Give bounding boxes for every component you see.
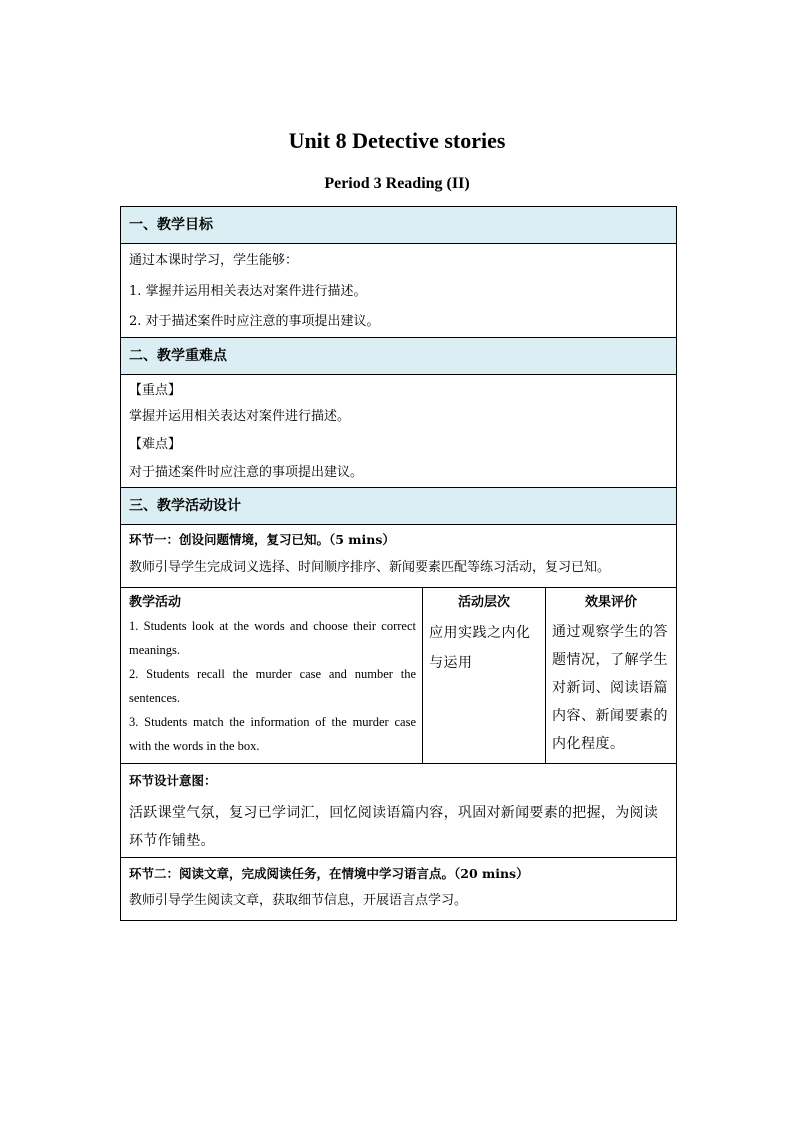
section3-heading: 三、教学活动设计 xyxy=(121,488,676,525)
key-text: 掌握并运用相关表达对案件进行描述。 xyxy=(129,409,351,424)
intent-label: 环节设计意图： xyxy=(129,773,217,788)
evaluation-column xyxy=(546,588,676,763)
level-header: 活动层次 xyxy=(457,595,510,610)
activity-level: 应用实践之内化与运用 xyxy=(429,625,531,671)
document-subtitle: Period 3 Reading (II) xyxy=(324,175,470,192)
stage1-cell xyxy=(121,525,676,588)
stage2-title: 环节二：阅读文章，完成阅读任务，在情境中学习语言点。（20 mins） xyxy=(129,866,529,881)
stage1-intent-cell xyxy=(121,764,676,858)
intent-text: 活跃课堂气氛，复习已学词汇，回忆阅读语篇内容，巩固对新闻要素的把握，为阅读环节作铺垫。 xyxy=(129,805,659,849)
evaluation-text: 通过观察学生的答题情况，了解学生对新词、阅读语篇内容、新闻要素的内化程度。 xyxy=(552,624,668,752)
section1-heading: 一、教学目标 xyxy=(121,207,676,244)
objectives-intro: 通过本课时学习，学生能够： xyxy=(129,253,299,268)
objectives-cell xyxy=(121,244,676,338)
level-column xyxy=(423,588,546,763)
activity-item: 1. Students look at the words and choose their correct meanings. xyxy=(129,619,416,657)
section2-heading: 二、教学重难点 xyxy=(121,338,676,375)
activities-column xyxy=(121,588,423,763)
objective-item: 1. 掌握并运用相关表达对案件进行描述。 xyxy=(129,284,367,299)
stage1-description: 教师引导学生完成词义选择、时间顺序排序、新闻要素匹配等练习活动，复习已知。 xyxy=(129,560,611,575)
evaluation-header: 效果评价 xyxy=(584,595,637,610)
stage2-cell xyxy=(121,858,676,920)
lesson-plan-table xyxy=(120,206,677,921)
stage2-description: 教师引导学生阅读文章，获取细节信息，开展语言点学习。 xyxy=(129,893,468,908)
activity-item: 2. Students recall the murder case and number the sentences. xyxy=(129,667,416,705)
activity-grid xyxy=(121,588,676,764)
activity-item: 3. Students match the information of the murder case with the words in the box. xyxy=(129,715,416,753)
stage1-title: 环节一：创设问题情境，复习已知。（5 mins） xyxy=(129,532,395,547)
key-points-cell xyxy=(121,375,676,488)
key-label: 【重点】 xyxy=(129,383,182,398)
objective-item: 2. 对于描述案件时应注意的事项提出建议。 xyxy=(129,314,380,329)
activities-header: 教学活动 xyxy=(129,595,182,610)
document-title: Unit 8 Detective stories xyxy=(288,128,506,153)
difficult-text: 对于描述案件时应注意的事项提出建议。 xyxy=(129,465,364,480)
difficult-label: 【难点】 xyxy=(129,437,182,452)
